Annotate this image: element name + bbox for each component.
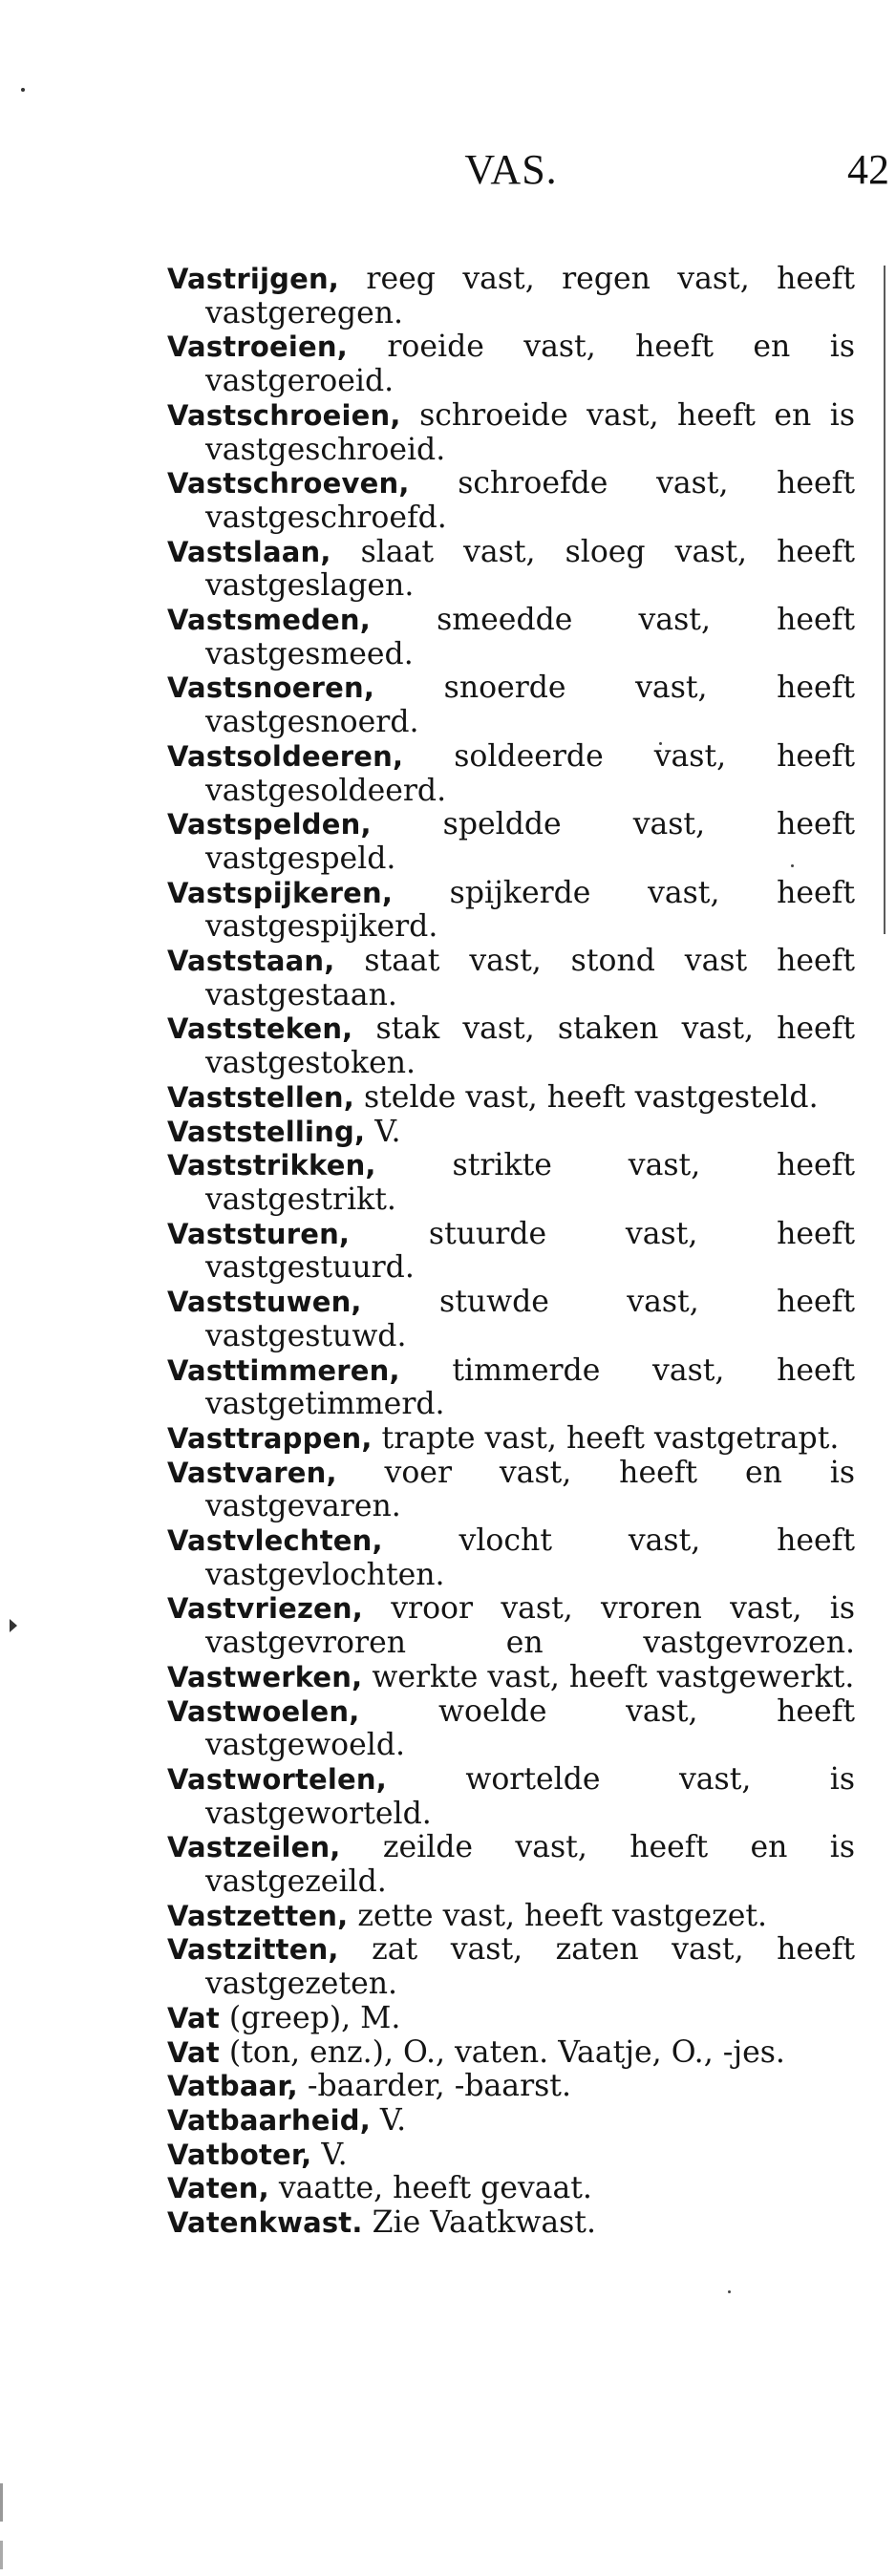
entry-headword: Vastzetten, (167, 1899, 349, 1932)
entry-definition: stuurde vast, heeft vastgestuurd. (205, 1216, 855, 1286)
entry-definition: V. (365, 1114, 401, 1149)
entry-headword: Vastwoelen, (167, 1694, 360, 1728)
dictionary-entry (167, 877, 855, 945)
entry-headword: Vastsnoeren, (167, 671, 375, 705)
entry-headword: Vastspijkeren, (167, 876, 394, 909)
dictionary-entry (167, 536, 855, 604)
entry-definition: strikte vast, heeft vastgestrikt. (205, 1148, 855, 1217)
entry-definition: schroeide vast, heeft en is vastgeschroeid. (205, 397, 855, 467)
entry-headword: Vaststuwen, (167, 1286, 362, 1319)
entry-headword: Vastvaren, (167, 1456, 337, 1489)
entry-definition: stelde vast, heeft vastgesteld. (353, 1079, 819, 1115)
entry-definition: smeedde vast, heeft vastgesmeed. (205, 603, 855, 671)
dictionary-entry (167, 1763, 855, 1831)
entry-definition: staat vast, stond vast heeft vastgestaan. (205, 944, 855, 1012)
dictionary-entry (167, 2036, 855, 2071)
entry-definition: werkte vast, heeft vastgewerkt. (362, 1659, 855, 1694)
entry-definition: snoerde vast, heeft vastgesnoerd. (205, 671, 855, 740)
dictionary-entry (167, 671, 855, 739)
entry-headword: Vastwerken, (167, 1660, 363, 1693)
entry-headword: Vatboter, (167, 2138, 312, 2171)
entry-headword: Vasttimmeren, (167, 1353, 400, 1387)
entry-definition: vlocht vast, heeft vastgevlochten. (205, 1523, 855, 1592)
dictionary-entry (167, 1831, 855, 1899)
dictionary-entry (167, 1592, 855, 1660)
entry-definition: (greep), M. (219, 2000, 401, 2035)
entry-definition: (ton, enz.), O., vaten. Vaatje, O., -jes. (219, 2034, 785, 2070)
entry-headword: Vastschroeien, (167, 398, 401, 432)
entry-headword: Vaststaan, (167, 945, 335, 978)
entry-definition: wortelde vast, is vastgeworteld. (205, 1761, 855, 1831)
entry-headword: Vatbaarheid, (167, 2103, 371, 2137)
dictionary-entry (167, 1149, 855, 1217)
entry-definition: V. (311, 2137, 348, 2172)
entry-headword: Vastzitten, (167, 1933, 339, 1967)
dictionary-entry (167, 1695, 855, 1763)
entry-definition: schroefde vast, heeft vastgeschroefd. (205, 466, 855, 535)
entry-definition: slaat vast, sloeg vast, heeft vastgeslagen. (205, 534, 855, 604)
dictionary-entry (167, 2104, 855, 2139)
entry-definition: timmerde vast, heeft vastgetimmerd. (205, 1352, 855, 1422)
print-speck (728, 2290, 731, 2293)
dictionary-entry (167, 2002, 855, 2036)
entry-definition: speldde vast, heeft vastgespeld. (205, 807, 855, 876)
entry-definition: stak vast, staken vast, heeft vastgestoken. (205, 1011, 855, 1081)
entry-headword: Vastroeien, (167, 330, 348, 364)
dictionary-entry (167, 945, 855, 1012)
dictionary-entry (167, 1524, 855, 1592)
dictionary-entry (167, 2070, 855, 2104)
entry-definition: -baarder, -baarst. (297, 2069, 571, 2104)
entry-headword: Vaststrikken, (167, 1149, 376, 1182)
entry-definition: soldeerde vast, heeft vastgesoldeerd. (205, 738, 855, 808)
dictionary-entry (167, 1900, 855, 1934)
dictionary-entry (167, 2139, 855, 2173)
entry-headword: Vastslaan, (167, 535, 331, 568)
entry-definition: V. (370, 2102, 407, 2138)
entry-definition: reeg vast, regen vast, heeft vastgeregen. (205, 262, 855, 330)
entry-definition: zette vast, heeft vastgezet. (348, 1898, 768, 1933)
entry-headword: Vasttrappen, (167, 1421, 373, 1455)
entry-definition: trapte vast, heeft vastgetrapt. (372, 1420, 840, 1456)
dictionary-entry (167, 1012, 855, 1080)
dictionary-entry (167, 1354, 855, 1422)
entry-headword: Vat (167, 2001, 220, 2034)
entry-definition: woelde vast, heeft vastgewoeld. (205, 1693, 855, 1763)
dictionary-entry (167, 1081, 855, 1116)
entry-definition: roeide vast, heeft en is vastgeroeid. (205, 330, 855, 399)
margin-edge-mark (0, 2483, 3, 2522)
entry-headword: Vastrijgen, (167, 263, 340, 295)
dictionary-entry (167, 330, 855, 398)
margin-edge-mark (0, 2541, 3, 2569)
dictionary-entry (167, 1422, 855, 1457)
dictionary-entry (167, 740, 855, 808)
column-rule (884, 266, 885, 934)
page-number: 42 (847, 146, 889, 193)
entry-definition: vaatte, heeft gevaat. (268, 2171, 592, 2206)
entry-definition: spijkerde vast, heeft vastgespijkerd. (205, 875, 855, 945)
dictionary-entry (167, 1286, 855, 1353)
dictionary-entry (167, 467, 855, 535)
dictionary-entry (167, 263, 855, 330)
entry-headword: Vaststeken, (167, 1012, 353, 1046)
dictionary-entry (167, 1933, 855, 2001)
dictionary-entry (167, 808, 855, 876)
entry-headword: Vaten, (167, 2172, 269, 2205)
dictionary-entry (167, 399, 855, 467)
entry-headword: Vaststelling, (167, 1115, 366, 1148)
dictionary-entry (167, 604, 855, 671)
entry-headword: Vaststellen, (167, 1080, 354, 1114)
entry-definition: Zie Vaatkwast. (362, 2205, 596, 2241)
entry-headword: Vastwortelen, (167, 1762, 387, 1796)
dictionary-entry (167, 1116, 855, 1150)
entry-definition: stuwde vast, heeft vastgestuwd. (205, 1285, 855, 1353)
entry-headword: Vastschroeven, (167, 467, 410, 500)
entry-headword: Vastzeilen, (167, 1831, 341, 1864)
entry-definition: zat vast, zaten vast, heeft vastgezeten. (205, 1932, 855, 2002)
dictionary-entry (167, 1661, 855, 1695)
entry-headword: Vastvlechten, (167, 1524, 383, 1558)
entry-definition: vroor vast, vroren vast, is vastgevroren en vastgevrozen. (205, 1591, 855, 1661)
page-header-title: VAS. (464, 146, 558, 193)
dictionary-entry (167, 2206, 855, 2241)
dictionary-entry (167, 2172, 855, 2206)
dictionary-entry (167, 1218, 855, 1286)
entry-headword: Vaststuren, (167, 1217, 351, 1250)
entry-headword: Vastvriezen, (167, 1592, 363, 1626)
entry-definition: voer vast, heeft en is vastgevaren. (205, 1455, 855, 1524)
dictionary-entry (167, 1457, 855, 1524)
margin-speck (21, 88, 25, 92)
entry-definition: zeilde vast, heeft en is vastgezeild. (205, 1830, 855, 1900)
dictionary-entry-list (167, 263, 855, 2241)
entry-headword: Vastsoldeeren, (167, 739, 404, 773)
entry-headword: Vastspelden, (167, 808, 372, 841)
entry-headword: Vatenkwast. (167, 2206, 363, 2240)
entry-headword: Vat (167, 2035, 220, 2069)
entry-headword: Vatbaar, (167, 2070, 298, 2103)
margin-arrow-mark (10, 1619, 17, 1632)
entry-headword: Vastsmeden, (167, 604, 371, 637)
